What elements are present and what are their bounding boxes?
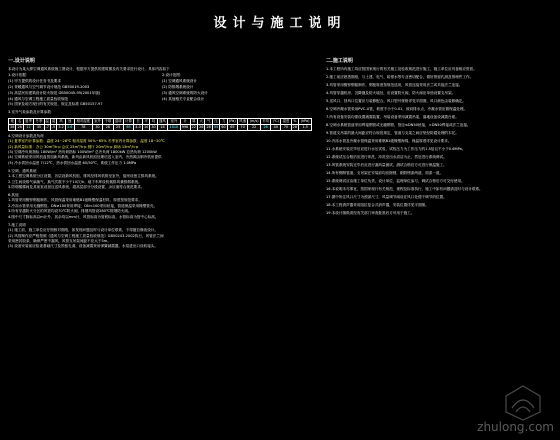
- construction-section-title: 7.施工说明: [8, 222, 26, 227]
- table-header-row: [9, 118, 312, 124]
- table-header-cell: 力: [220, 118, 227, 124]
- table-value-cell: 78: [74, 124, 92, 130]
- construction-note-item: 12.系统试压合格后应进行冲洗，冲洗至出水清洁为止，然后进行系统调试。: [326, 155, 447, 159]
- table-header-cell: 通风: [159, 118, 166, 123]
- construction-note-item: 2.施工前应熟悉图纸，与土建、电气、给排水等专业密切配合，做好预留孔洞及预埋件工作。: [326, 75, 474, 79]
- construction-note-item: 14.所有钢制管道、支吊架在安装前均应除锈，刷防锈漆两道，面漆一道。: [326, 171, 444, 175]
- table-header-cell: %: [291, 118, 298, 124]
- construction-note-item: 19.本设计图纸须经有关部门审查批准后方可用于施工。: [326, 211, 415, 215]
- table-value-cell: 1.5: [299, 124, 312, 130]
- table-header-cell: 夏季: [25, 118, 32, 123]
- construction-notes-list: [326, 67, 552, 216]
- construction-item: (1) 施工前，施工单位应仔细核对图纸，如发现问题及时与设计单位联系，不得擅自修改设计。: [8, 228, 158, 233]
- reference-line: (5) 国家及地方现行的有关规范、规定及标准 GB50157-97: [8, 102, 103, 107]
- table-value-cell: 35: [34, 124, 44, 130]
- construction-note-item: 3.风管采用镀锌钢板制作，钢板厚度按规范选用，风管连接采用法兰或共板法兰连接。: [326, 83, 463, 87]
- table-header-cell: 湿: [51, 118, 56, 123]
- pair-left: (3) 高层民用建筑设计防火规范 GB50045-95(2001年版): [8, 91, 101, 96]
- page-title: 设计与施工说明: [213, 16, 347, 31]
- construction-note-item: 4.风管穿越机房、沉降缝及防火墙处，应设置防火阀，防火阀应单独设置支吊架。: [326, 91, 456, 95]
- design-notes-heading: 一.设计说明: [8, 58, 35, 64]
- misc-section-title: 6.其他: [8, 193, 19, 198]
- table-header-cell: (hPa): [299, 118, 312, 124]
- construction-note-item: 16.本说明未尽事宜，按国家现行有关规范、规程及标准执行，施工中如有问题请及时与设计联系。: [326, 187, 483, 191]
- table-header-cell: 干球: [104, 118, 112, 123]
- pair-left: (2) 采暖通风与空气调节设计规范 GB50019-2003: [8, 85, 90, 90]
- construction-item: 采用密封胶条，确保严密不漏风，风管支吊架间距不应大于3m。: [8, 238, 111, 243]
- construction-note-item: 9.管道支吊架的最大间距应符合规范规定，管道与支架之间应垫经防腐处理的木托。: [326, 131, 459, 135]
- system-item: 3.防烟楼梯间及其前室设加压送风系统，超高层部分分段设置，余压值符合规范要求。: [8, 185, 145, 190]
- table-value-cell: 22: [191, 124, 196, 129]
- construction-item: (2) 风管制作应严格按照《通风与空调工程施工质量验收规范》GB50243-2002执行，风管法兰间: [8, 233, 164, 238]
- table-value-cell: 65: [123, 124, 133, 130]
- construction-note-item: 7.所有设备安装均需设置减震装置，吊装设备采用减震吊架，落地设备设减震台座。: [326, 115, 459, 119]
- watermark-logo-icon: [500, 382, 546, 422]
- table-value-cell: 38: [10, 124, 15, 129]
- load-item: (2) 新风量标准：办公 30m³/h·p 会议 25m³/h·p 餐厅 20m³/h·p 商场 15m³/h·p: [8, 144, 139, 149]
- table-header-cell: 算: [190, 118, 197, 124]
- watermark-text: zhulong.com: [477, 420, 554, 434]
- table-value-cell: 4.0: [135, 124, 141, 129]
- pair-left: (4) 通风与空调工程施工质量验收规范: [8, 97, 69, 102]
- table-header-cell: 湿球: [114, 118, 122, 123]
- pair-right: (3) 通风空调系统的防火设计: [162, 91, 208, 96]
- table-header-cell: 温: [45, 118, 49, 123]
- table-value-row: [9, 124, 312, 130]
- system-section-title: 5.空调、通风系统: [8, 168, 37, 173]
- construction-note-item: 17.图中所注风口尺寸为颈部尺寸，风量调节阀设在风口处便于调节的位置。: [326, 195, 447, 199]
- table-value-cell: 55: [213, 124, 219, 129]
- construction-item: (3) 设备安装前应检查基础尺寸及预留孔洞，设备减震采用弹簧减震器，水泵进出口设软接头。: [8, 244, 158, 249]
- load-item: (5) 冷水供回水温度 7/12℃，热水供回水温度 60/50℃，系统工作压力 1.0MPa: [8, 160, 137, 165]
- construction-notes-column: [326, 58, 552, 216]
- table-value-cell: 26: [199, 124, 204, 129]
- system-item: 1.本工程空调系统分区设置，各层设新风机组，排风经排风机排至室外，厨房设独立排风系统。: [8, 174, 159, 179]
- table-value-cell: 30: [151, 124, 156, 129]
- table-header-cell: 大: [198, 118, 205, 124]
- table-value-cell: 28: [103, 124, 113, 130]
- table-value-cell: 3.2: [58, 124, 64, 129]
- table-header-cell: 平均: [262, 118, 270, 123]
- misc-item: 3.所有穿越防火分区的风管均设70℃防火阀，排烟风管设280℃排烟防火阀。: [8, 209, 132, 214]
- table-value-cell: 40: [271, 124, 281, 130]
- table-value-cell: 1010: [169, 124, 179, 129]
- system-item: 2.卫生间设排气扇换气，换气次数不小于10次/h；地下车库设机械排风兼排烟系统。: [8, 179, 142, 184]
- table-header-cell: (℃): [272, 118, 280, 123]
- table-header-cell: 相对湿度: [74, 118, 92, 124]
- construction-note-item: 1.本工程所有施工均应按国家现行的有关施工及验收规范进行施工，施工单位应具备相应资质。: [326, 67, 477, 71]
- construction-note-item: 13.风管系统安装完毕后应进行漏风量测试，测试合格后方可进行保温施工。: [326, 163, 447, 167]
- table-header-cell: 日: [134, 118, 143, 124]
- table-value-cell: 10: [143, 124, 149, 129]
- construction-note-item: 10.冷冻水管及冷凝水管保温采用难燃B1级橡塑海绵，保温厚度详见设计要求。: [326, 139, 452, 143]
- load-section-title: 4.空调设计参数及负荷: [8, 133, 44, 138]
- construction-note-item: 18.本工程消声器采用阻抗复合式消声器，安装位置详见平面图。: [326, 203, 429, 207]
- table-header-cell: 室外: [94, 118, 101, 123]
- table-header-cell: 风: [57, 118, 66, 124]
- table-header-cell: 地: [9, 118, 16, 124]
- table-value-cell: 26: [17, 124, 22, 129]
- table-value-cell: 28: [292, 124, 297, 129]
- table-header-cell: 名: [16, 118, 23, 124]
- table-header-cell: 计算: [125, 118, 132, 123]
- table-value-cell: 1.6: [67, 124, 73, 129]
- pair-right: (4) 其他相关专业配合设计: [162, 97, 205, 102]
- construction-note-item: 5.送风口、回风口位置应与装修配合，风口型号规格详见平面图，风口颜色由装修确定。: [326, 99, 466, 103]
- table-value-cell: 70: [281, 124, 291, 130]
- table-value-cell: 25: [113, 124, 123, 130]
- misc-item: 1.风管采用镀锌钢板制作，风管保温采用难燃B1级橡塑保温材料，厚度按规范要求。: [8, 198, 142, 203]
- pair-right: 2.设计范围：: [162, 73, 184, 78]
- pair-right: (2) 防排烟系统设计: [162, 85, 194, 90]
- construction-note-item: 6.空调冷凝水管采用PVC-U管，坡度不小于0.01，坡向排水点，冷凝水管应做保温处理。: [326, 107, 468, 111]
- weather-parameter-table: [8, 118, 312, 131]
- intro-line: 本设计为某大厦空调通风系统施工图设计，根据甲方提供的建筑图及有关要求进行设计，具体内容如下: [8, 67, 170, 71]
- load-item: (1) 夏季室内计算参数：温度 24~28℃ 相对湿度 50%~65% 冬季室内计算参数：温度 18~20℃: [8, 139, 165, 144]
- table-header-cell: (m/s): [249, 118, 259, 123]
- pair-right: (1) 空调通风系统设计: [162, 79, 197, 84]
- misc-item: 4.图中尺寸除标高以m计外，其余均以mm计，风管标高为管底标高，水管标高为管中心标高。: [8, 214, 159, 219]
- table-header-cell: 风速: [239, 118, 246, 123]
- table-header-cell: 速: [65, 118, 74, 124]
- table-value-cell: 12: [23, 124, 33, 130]
- table-header-cell: 平: [142, 118, 149, 124]
- table-value-cell: 18: [157, 124, 167, 130]
- table-header-cell: 均: [150, 118, 157, 124]
- construction-note-item: 11.水系统安装完毕后应进行水压试验，试验压力为工作压力的1.5倍且不小于0.6MPa。: [326, 147, 466, 151]
- table-title: 3.室外气象参数及计算参数: [8, 110, 51, 115]
- table-value-cell: -7: [45, 124, 49, 129]
- table-value-cell: 30: [92, 124, 102, 130]
- table-value-cell: -5: [51, 124, 56, 129]
- load-item: (3) 空调冷负荷指标 180W/m² 热负荷指标 100W/m² 总冷负荷 1800kW 总热负荷 1200kW: [8, 150, 157, 155]
- basis-scope-pairs: [8, 72, 316, 102]
- table-header-cell: 湿度: [282, 118, 290, 123]
- table-value-cell: 70: [237, 124, 247, 130]
- pair-left: (1) 甲方提供的设计任务书及要求: [8, 79, 61, 84]
- misc-item: 2.冷冻水管采用无缝钢管，DN≥100采用焊接，DN<100采用丝接，管道保温采用橡塑管壳。: [8, 203, 158, 208]
- design-notes-column: [8, 58, 316, 250]
- table-header-cell: 压: [212, 118, 219, 124]
- load-item: (4) 空调系统采用风机盘管加新风系统，新风由新风机组处理后送入室内，冷热源由制冷机房提供: [8, 155, 162, 160]
- table-value-cell: 60: [221, 124, 226, 129]
- pair-left: 1.设计依据：: [8, 73, 30, 78]
- table-value-cell: 28: [206, 124, 211, 129]
- table-value-cell: 998: [181, 124, 189, 129]
- table-header-cell: 气: [205, 118, 212, 124]
- construction-notes-heading: 二.施工说明: [326, 58, 353, 64]
- table-value-cell: 65: [227, 124, 237, 130]
- table-value-cell: 26: [261, 124, 271, 130]
- table-header-cell: 室外: [168, 118, 181, 124]
- table-header-cell: (Pa): [229, 118, 236, 123]
- table-value-cell: 22: [248, 124, 261, 130]
- construction-note-item: 15.系统调试应由施工单位负责，设计单位、监理单位参与，调试合格后方可交付使用。: [326, 179, 465, 183]
- construction-note-item: 8.空调水系统管道采用焊接钢管或无缝钢管，管径≤DN50丝接，>DN50焊接或法兰连接。: [326, 123, 471, 127]
- table-header-cell: 计: [180, 118, 190, 124]
- table-header-cell: 冬季: [35, 118, 43, 123]
